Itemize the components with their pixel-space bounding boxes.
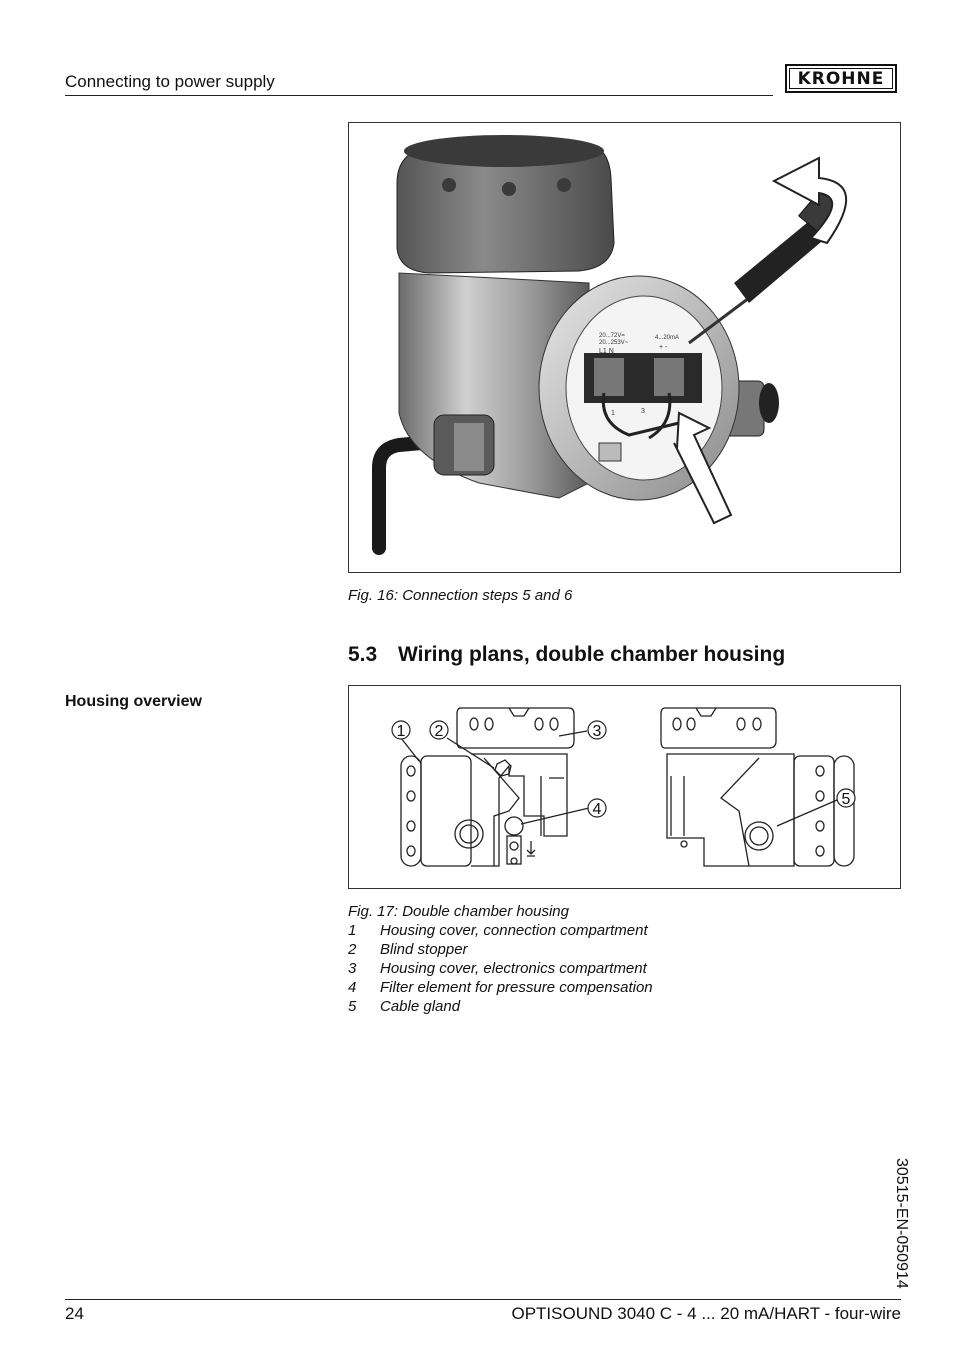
footer-product: OPTISOUND 3040 C - 4 ... 20 mA/HART - four-wire — [511, 1304, 901, 1323]
housing-overview-heading: Housing overview — [65, 693, 202, 710]
figure-17-legend — [348, 921, 653, 1016]
terminal-number-3: 3 — [641, 408, 645, 415]
figure-17-illustration — [349, 686, 900, 888]
page-number: 24 — [65, 1304, 84, 1323]
callout-3: 3 — [592, 723, 602, 740]
header-section-title: Connecting to power supply — [65, 72, 275, 91]
krohne-logo — [785, 64, 897, 93]
legend-item: 3 Housing cover, electronics compartment — [348, 960, 647, 977]
legend-item: 4 Filter element for pressure compensation — [348, 979, 653, 996]
figure-16-illustration — [349, 123, 900, 572]
footer-rule — [65, 1299, 901, 1300]
callout-5: 5 — [841, 791, 851, 808]
terminal-label-polarity: + - — [659, 344, 668, 351]
terminal-label-voltage-dc: 20...72V= — [599, 333, 625, 339]
section-title: Wiring plans, double chamber housing — [398, 643, 786, 666]
figure-16-caption: Fig. 16: Connection steps 5 and 6 — [348, 587, 573, 604]
callout-2: 2 — [434, 723, 444, 740]
terminal-label-current: 4...20mA — [655, 335, 680, 341]
krohne-logo-text: KROHNE — [789, 68, 893, 89]
terminal-label-l1n: L1 N — [599, 348, 614, 355]
terminal-number-1: 1 — [611, 410, 615, 417]
figure-17-caption: Fig. 17: Double chamber housing — [348, 903, 569, 920]
header-rule — [65, 95, 773, 96]
section-number: 5.3 — [348, 643, 378, 666]
legend-item: 5 Cable gland — [348, 998, 461, 1015]
figure-17-frame — [348, 685, 901, 889]
legend-item: 1 Housing cover, connection compartment — [348, 922, 648, 939]
legend-item: 2 Blind stopper — [348, 941, 468, 958]
figure-16-frame — [348, 122, 901, 573]
section-heading — [348, 643, 785, 667]
document-code: 30515-EN-050914 — [893, 1158, 910, 1289]
callout-1: 1 — [396, 723, 406, 740]
terminal-label-voltage-ac: 20...253V~ — [599, 340, 629, 346]
callout-4: 4 — [592, 801, 602, 818]
